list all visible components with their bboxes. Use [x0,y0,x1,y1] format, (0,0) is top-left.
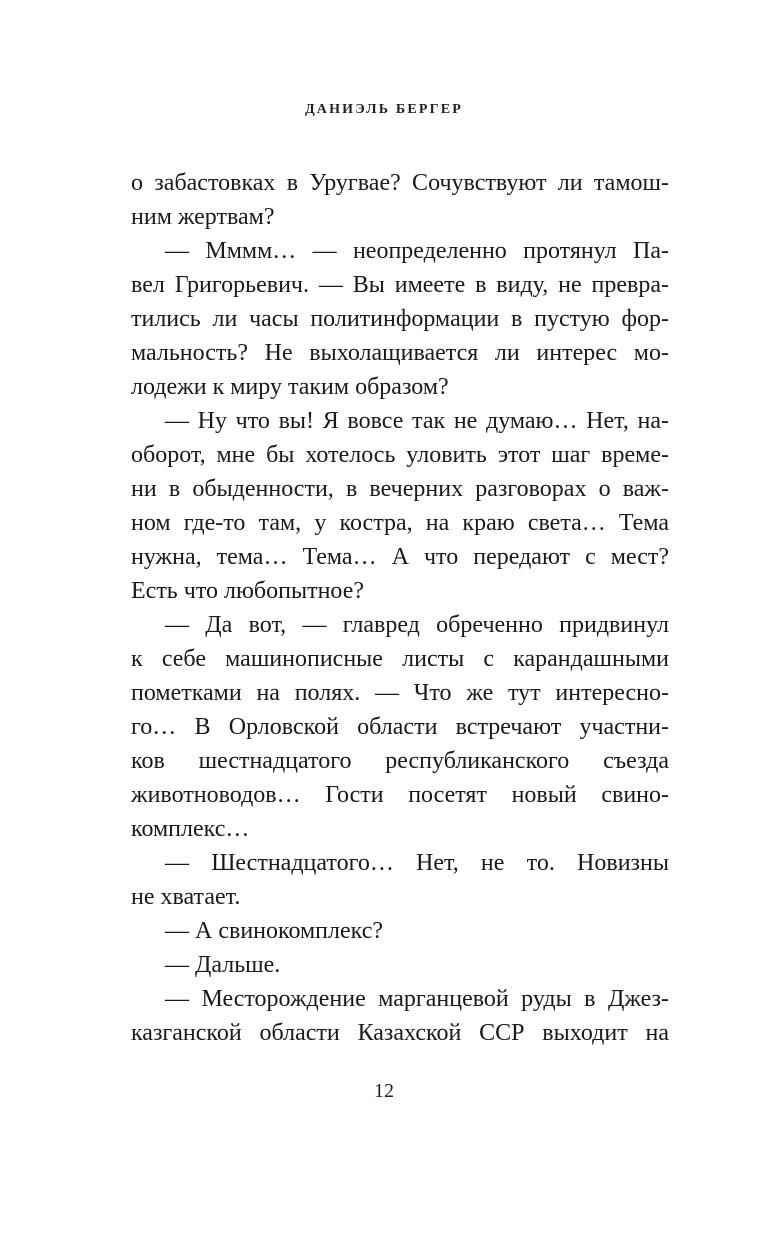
text-line: лодежи к миру таким образом? [131,374,449,400]
text-line: — Дальше. [165,952,281,978]
text-line: ни в обыденности, в вечерних разговорах о важ- [131,476,669,502]
text-line: — А свинокомплекс? [165,918,384,944]
body-text [131,166,669,1050]
text-line: го… В Орловской области встречают участни- [131,714,669,740]
text-line: оборот, мне бы хотелось уловить этот шаг време- [131,442,669,468]
text-line: — Месторождение марганцевой руды в Джез- [165,986,669,1012]
text-line: к себе машинописные листы с карандашными [131,646,669,672]
running-head: ДАНИЭЛЬ БЕРГЕР [304,102,464,117]
text-line: — Ну что вы! Я вовсе так не думаю… Нет, на- [165,408,669,434]
text-line: ков шестнадцатого республиканского съезда [131,748,669,774]
text-line: ном где-то там, у костра, на краю света… Тема [131,510,669,536]
text-line: вел Григорьевич. — Вы имеете в виду, не превра- [131,272,669,298]
page-number: 12 [374,1080,394,1102]
text-line: мальность? Не выхолащивается ли интерес мо- [131,340,669,366]
text-line: — Да вот, — главред обреченно придвинул [165,612,669,638]
text-line: нужна, тема… Тема… А что передают с мест? [131,544,669,570]
text-line: Есть что любопытное? [131,578,365,604]
text-line: — Шестнадцатого… Нет, не то. Новизны [165,850,669,876]
text-line: — Мммм… — неопределенно протянул Па- [165,238,669,264]
text-line: казганской области Казахской ССР выходит на [131,1020,669,1046]
text-line: тились ли часы политинформации в пустую фор- [131,306,669,332]
text-line: животноводов… Гости посетят новый свино- [131,782,669,808]
text-line: ним жертвам? [131,204,275,230]
text-line: о забастовках в Уругвае? Сочувствуют ли тамош- [131,170,669,196]
text-line: пометками на полях. — Что же тут интересно- [131,680,669,706]
text-line: не хватает. [131,884,241,910]
text-line: комплекс… [131,816,250,842]
